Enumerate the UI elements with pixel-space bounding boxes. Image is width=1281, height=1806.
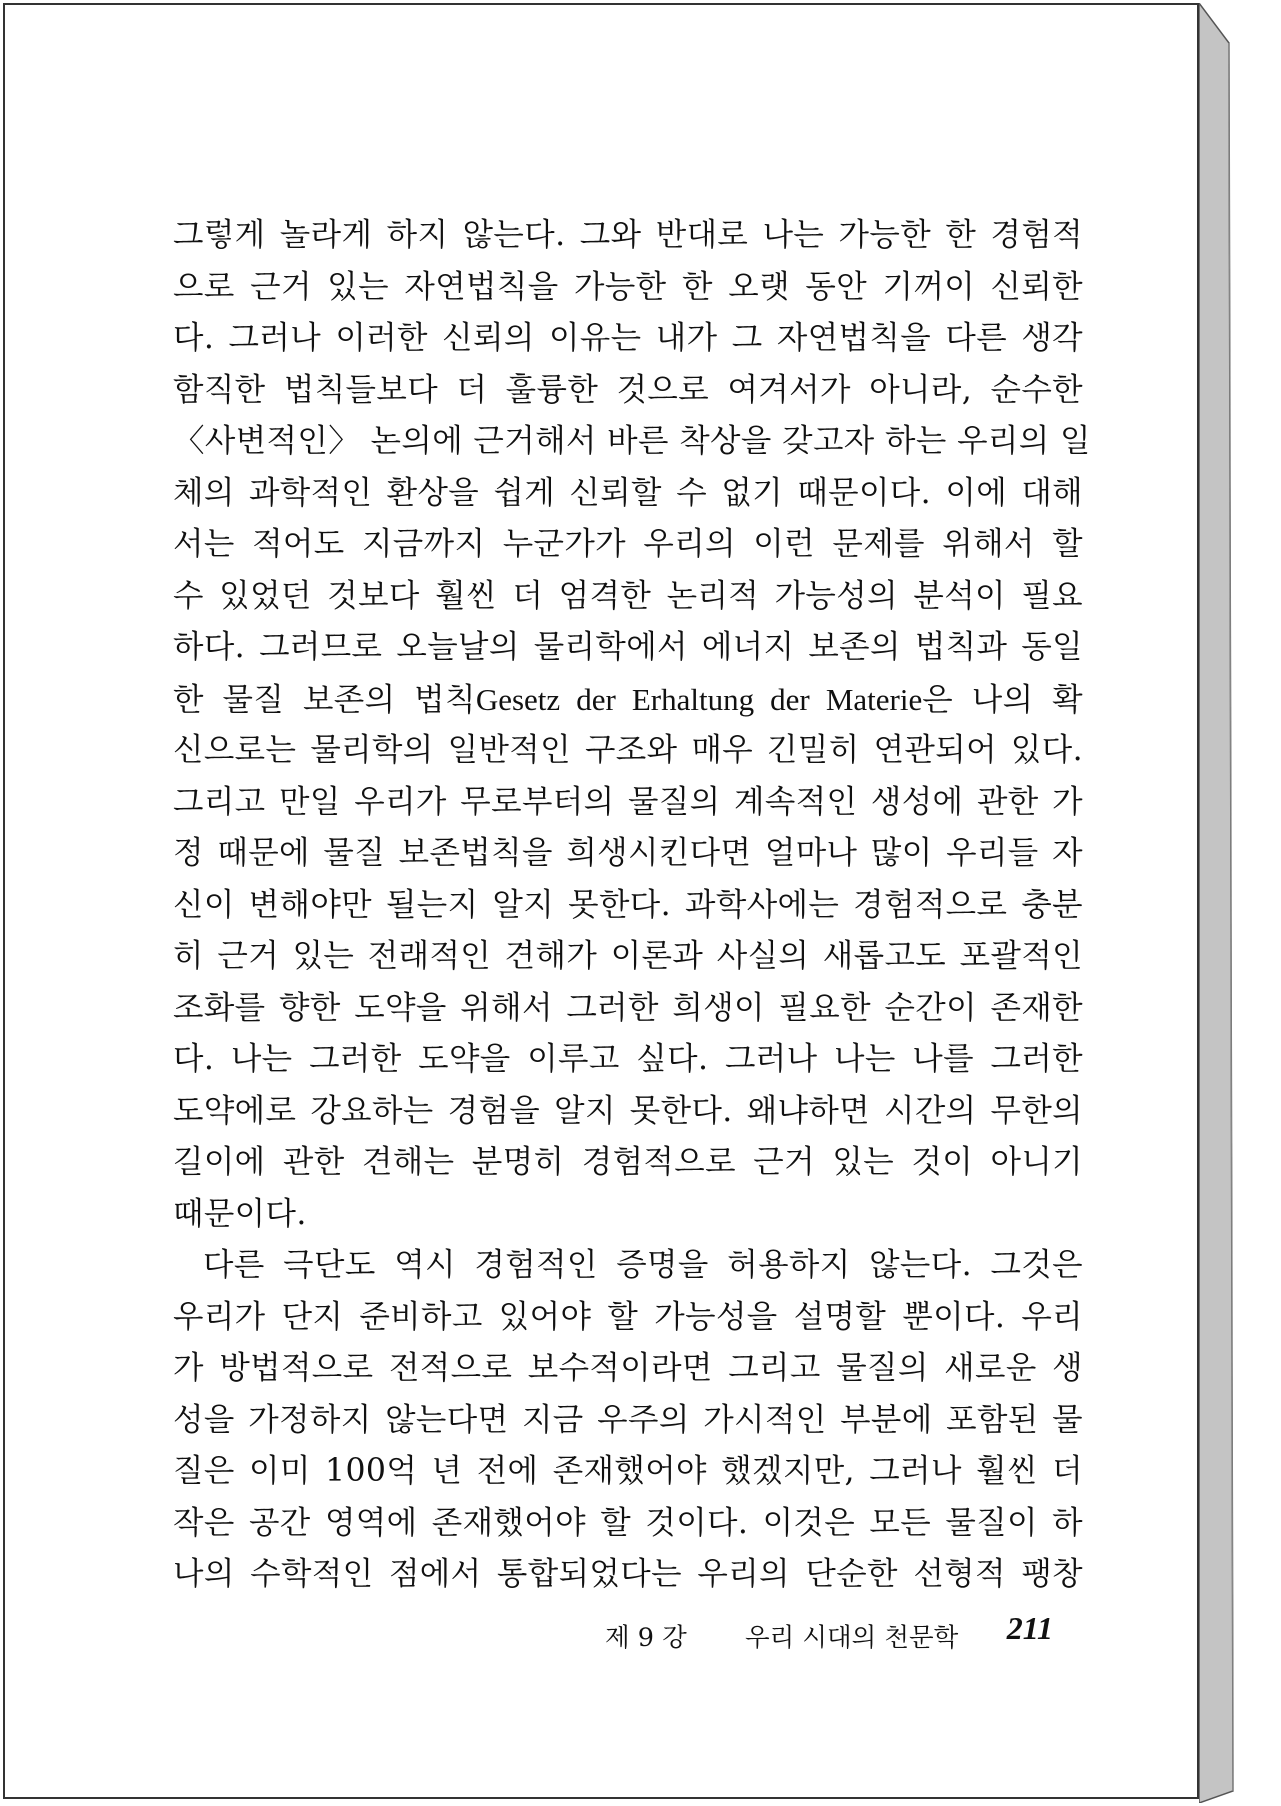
text-line: 그렇게 놀라게 하지 않는다. 그와 반대로 나는 가능한 한 경험적 bbox=[173, 217, 1083, 253]
text-line: 우리가 단지 준비하고 있어야 할 가능성을 설명할 뿐이다. 우리 bbox=[173, 1298, 1083, 1335]
text-line: 도약에로 강요하는 경험을 알지 못한다. 왜냐하면 시간의 무한의 bbox=[173, 1092, 1083, 1129]
text-line: 으로 근거 있는 자연법칙을 가능한 한 오랫 동안 기꺼이 신뢰한 bbox=[173, 268, 1083, 305]
chapter-title: 우리 시대의 천문학 bbox=[745, 1623, 959, 1653]
text-line: 히 근거 있는 전래적인 견해가 이론과 사실의 새롭고도 포괄적인 bbox=[173, 938, 1083, 974]
text-line: 가 방법적으로 전적으로 보수적이라면 그리고 물질의 새로운 생 bbox=[173, 1350, 1083, 1386]
paragraph-end-line: 때문이다. bbox=[173, 1195, 307, 1232]
german-term: Gesetz der Erhaltung der Materie bbox=[475, 681, 923, 717]
text-line: 나의 수학적인 점에서 통합되었다는 우리의 단순한 선형적 팽창 bbox=[173, 1556, 1083, 1592]
text-line: 질은 이미 100억 년 전에 존재했어야 했겠지만, 그러나 훨씬 더 bbox=[173, 1453, 1083, 1489]
text-segment: 은 나의 확 bbox=[922, 681, 1083, 718]
page-edge-icon bbox=[1199, 3, 1237, 1803]
text-line-with-german-term bbox=[173, 674, 1083, 726]
text-line: 다. 그러나 이러한 신뢰의 이유는 내가 그 자연법칙을 다른 생각 bbox=[173, 320, 1083, 356]
body-text bbox=[173, 210, 1091, 1601]
running-footer bbox=[605, 1610, 1053, 1658]
text-line: 작은 공간 영역에 존재했어야 할 것이다. 이것은 모든 물질이 하 bbox=[173, 1504, 1083, 1541]
page-number: 211 bbox=[1006, 1610, 1053, 1646]
text-line: 다. 나는 그러한 도약을 이루고 싶다. 그러나 나는 나를 그러한 bbox=[173, 1041, 1083, 1077]
text-line: 성을 가정하지 않는다면 지금 우주의 가시적인 부분에 포함된 물 bbox=[173, 1401, 1083, 1438]
paragraph-start-line: 다른 극단도 역시 경험적인 증명을 허용하지 않는다. 그것은 bbox=[203, 1247, 1083, 1283]
text-line: 체의 과학적인 환상을 쉽게 신뢰할 수 없기 때문이다. 이에 대해 bbox=[173, 474, 1083, 511]
text-line: 신으로는 물리학의 일반적인 구조와 매우 긴밀히 연관되어 있다. bbox=[173, 732, 1083, 768]
book-page bbox=[3, 3, 1199, 1799]
text-line: 〈사변적인〉 논의에 근거해서 바른 착상을 갖고자 하는 우리의 일 bbox=[173, 423, 1091, 459]
text-line: 길이에 관한 견해는 분명히 경험적으로 근거 있는 것이 아니기 bbox=[173, 1144, 1083, 1180]
text-line: 조화를 향한 도약을 위해서 그러한 희생이 필요한 순간이 존재한 bbox=[173, 989, 1083, 1026]
chapter-label: 제 9 강 bbox=[605, 1623, 687, 1653]
text-line: 함직한 법칙들보다 더 훌륭한 것으로 여겨서가 아니라, 순수한 bbox=[173, 371, 1083, 408]
text-line: 신이 변해야만 될는지 알지 못한다. 과학사에는 경험적으로 충분 bbox=[173, 886, 1083, 923]
text-line: 하다. 그러므로 오늘날의 물리학에서 에너지 보존의 법칙과 동일 bbox=[173, 629, 1083, 665]
text-segment: 한 물질 보존의 법칙 bbox=[173, 681, 476, 718]
text-line: 수 있었던 것보다 훨씬 더 엄격한 논리적 가능성의 분석이 필요 bbox=[173, 577, 1083, 614]
text-line: 서는 적어도 지금까지 누군가가 우리의 이런 문제를 위해서 할 bbox=[173, 526, 1083, 562]
page-edge-shadow bbox=[1199, 3, 1237, 1803]
text-line: 그리고 만일 우리가 무로부터의 물질의 계속적인 생성에 관한 가 bbox=[173, 783, 1083, 820]
text-line: 정 때문에 물질 보존법칙을 희생시킨다면 얼마나 많이 우리들 자 bbox=[173, 835, 1083, 871]
